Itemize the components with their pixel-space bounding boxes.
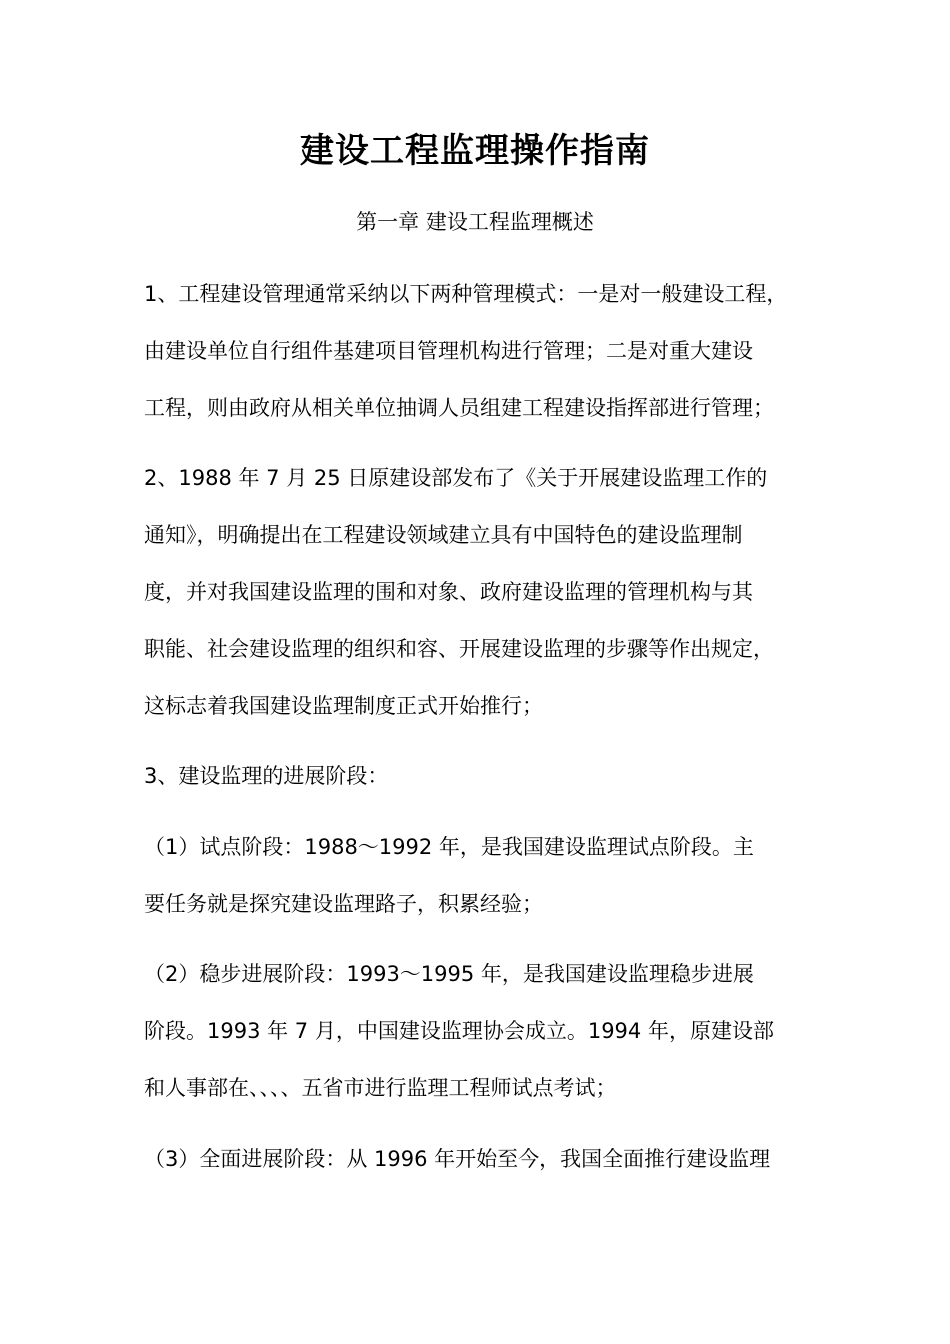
text-line: （2）稳步进展阶段：1993～1995 年，是我国建设监理稳步进展: [144, 962, 754, 986]
text-line: 度，并对我国建设监理的围和对象、政府建设监理的管理机构与其: [144, 580, 753, 604]
text-line: 职能、社会建设监理的组织和容、开展建设监理的步骤等作出规定，: [144, 637, 774, 661]
text-line: 2、1988 年 7 月 25 日原建设部发布了《关于开展建设监理工作的: [144, 466, 768, 490]
text-line: 由建设单位自行组件基建项目管理机构进行管理；二是对重大建设: [144, 339, 753, 363]
chapter-heading: 第一章 建设工程监理概述: [356, 210, 594, 234]
text-line: 和人事部在、、、、五省市进行监理工程师试点考试；: [144, 1076, 617, 1100]
text-line: 这标志着我国建设监理制度正式开始推行；: [144, 694, 543, 718]
text-line: 要任务就是探究建设监理路子，积累经验；: [144, 892, 543, 916]
text-line: 阶段。1993 年 7 月，中国建设监理协会成立。1994 年，原建设部: [144, 1019, 774, 1043]
document-title: 建设工程监理操作指南: [300, 131, 650, 171]
text-line: 3、建设监理的进展阶段：: [144, 764, 389, 788]
text-line: 工程，则由政府从相关单位抽调人员组建工程建设指挥部进行管理；: [144, 396, 774, 420]
text-line: 1、工程建设管理通常采纳以下两种管理模式：一是对一般建设工程，: [144, 282, 788, 306]
text-line: （3）全面进展阶段：从 1996 年开始至今，我国全面推行建设监理: [144, 1147, 771, 1171]
text-line: （1）试点阶段：1988～1992 年，是我国建设监理试点阶段。主: [144, 835, 754, 859]
text-line: 通知》，明确提出在工程建设领域建立具有中国特色的建设监理制: [144, 523, 743, 547]
